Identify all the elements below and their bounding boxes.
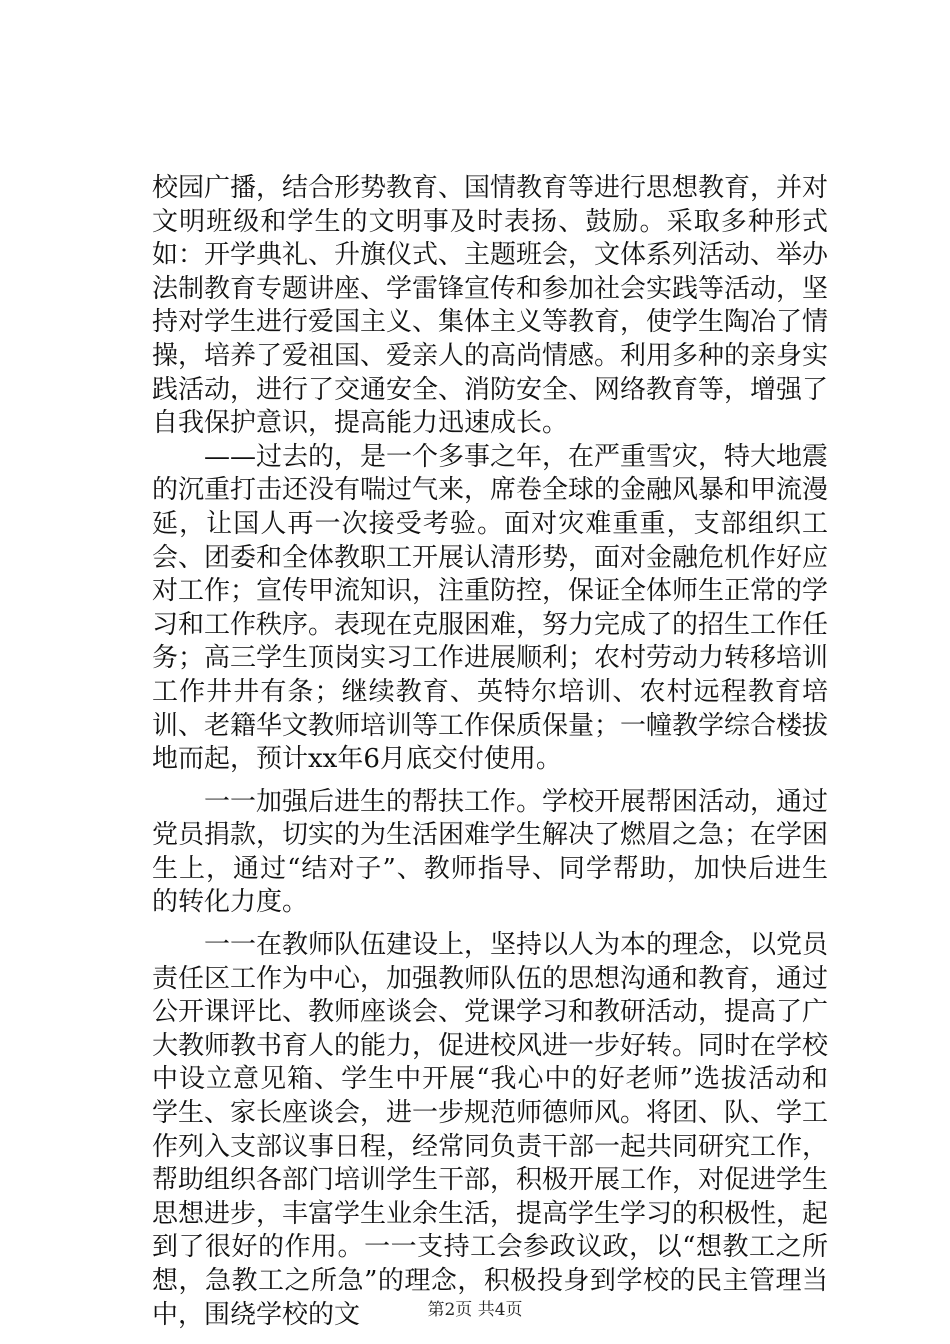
paragraph-past-year: ——过去的，是一个多事之年，在严重雪灾，特大地震的沉重打击还没有喘过气来，席卷全球的金融风暴和甲流漫延，让国人再一次接受考验。面对灾难重重，支部组织工会、团委和全体教职工开展认清形势，面对金融危机作好应对工作；宣传甲流知识，注重防控，保证全体师生正常的学习和工作秩序。表现在克服困难，努力完成了的招生工作任务；高三学生顶岗实习工作进展顺利；农村劳动力转移培训工作井井有条；继续教育、英特尔培训、农村远程教育培训、老籍华文教师培训等工作保质保量；一幢教学综合楼拔地而起，预计xx年6月底交付使用。 <box>152 441 829 775</box>
paragraph-continued: 校园广播，结合形势教育、国情教育等进行思想教育，并对文明班级和学生的文明事及时表扬、鼓励。采取多种形式如：开学典礼、升旗仪式、主题班会，文体系列活动、举办法制教育专题讲座、学雷锋宣传和参加社会实践等活动，坚持对学生进行爱国主义、集体主义等教育，使学生陶冶了情操，培养了爱祖国、爱亲人的高尚情感。利用多种的亲身实践活动，进行了交通安全、消防安全、网络教育等，增强了自我保护意识，提高能力迅速成长。 <box>152 173 829 439</box>
paragraph-student-support: 一一加强后进生的帮扶工作。学校开展帮困活动，通过党员捐款，切实的为生活困难学生解决了燃眉之急；在学困生上，通过“结对子”、教师指导、同学帮助，加快后进生的转化力度。 <box>152 786 829 918</box>
page-number-footer: 第2页 共4页 <box>427 1300 523 1320</box>
document-body <box>152 172 828 1332</box>
paragraph-teacher-team: 一一在教师队伍建设上，坚持以人为本的理念，以党员责任区工作为中心，加强教师队伍的思想沟通和教育，通过公开课评比、教师座谈会、党课学习和教研活动，提高了广大教师教书育人的能力，促进校风进一步好转。同时在学校中设立意见箱、学生中开展“我心中的好老师”选拔活动和学生、家长座谈会，进一步规范师德师风。将团、队、学工作列入支部议事日程，经常同负责干部一起共同研究工作，帮助组织各部门培训学生干部，积极开展工作，对促进学生思想进步，丰富学生业余生活，提高学生学习的积极性，起到了很好的作用。一一支持工会参政议政，以“想教工之所想，急教工之所急”的理念，积极投身到学校的民主管理当中，围绕学校的文 <box>152 930 829 1330</box>
